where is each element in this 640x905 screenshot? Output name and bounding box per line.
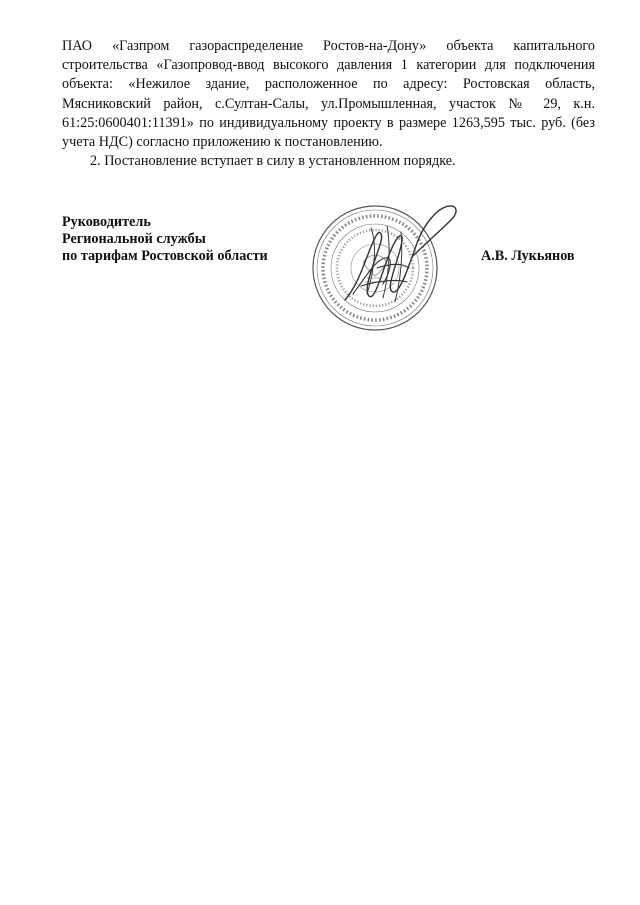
signatory-position-line-1: Руководитель — [62, 214, 151, 230]
signatory-position-line-3: по тарифам Ростовской области — [62, 248, 268, 264]
seal-icon — [305, 198, 475, 338]
paragraph-effective-date: 2. Постановление вступает в силу в установленном порядке. — [90, 153, 456, 170]
paragraph-continuation: ПАО «Газпром газораспределение Ростов-на-Дону» объекта капитального строительства «Газопровод-ввод высокого давления 1 категории для подключения объекта: «Нежилое здание, расположенное по адресу: Ростовская область, Мясниковский район, с.Султан-Салы, ул.Промышленная, участок № 29, к.н. 61:25:0600401:11391» по индивидуальному проекту в размере 1263,595 тыс. руб. (без учета НДС) согласно приложению к постановлению. — [62, 38, 595, 151]
signatory-position — [62, 214, 302, 265]
signatory-position-line-2: Региональной службы — [62, 231, 206, 247]
document-body — [62, 37, 595, 171]
signatory-name: А.В. Лукьянов — [481, 248, 575, 264]
seal-and-signature-graphic — [305, 198, 475, 338]
